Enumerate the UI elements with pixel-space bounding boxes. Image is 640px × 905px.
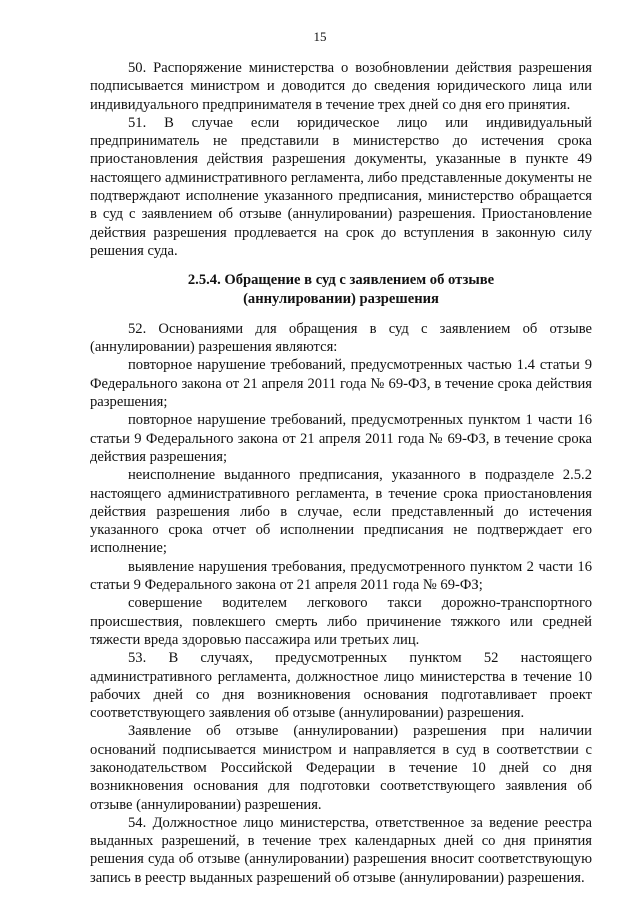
paragraph-53: 53. В случаях, предусмотренных пунктом 52 настоящего административного регламента, должностное лицо министерства в течение 10 рабочих дней со дня возникновения основания подготавливает проект соответствующего заявления об отзыве (аннулировании) разрешения.	[90, 650, 592, 722]
paragraph-54: 54. Должностное лицо министерства, ответственное за ведение реестра выданных разрешений, в течение трех календарных дней со дня принятия решения суда об отзыве (аннулировании) разрешения вносит соответствующую запись в реестр выданных разрешений об отзыве (аннулировании) разрешения.	[90, 814, 592, 886]
list-item-traffic-accident: совершение водителем легкового такси дорожно-транспортного происшествия, повлекшего смерть либо причинение тяжкого или средней тяжести вреда здоровью пассажира или третьих лиц.	[90, 595, 592, 648]
paragraph-51: 51. В случае если юридическое лицо или индивидуальный предприниматель не представили в министерство до истечения срока приостановления действия разрешения документы, указанные в пункте 49 настоящего административного регламента, либо представленные документы не подтверждают исполнение указанного предписания, министерство обращается в суд с заявлением об отзыве (аннулировании) разрешения. Приостановление действия разрешения продлевается на срок до вступления в законную силу решения суда.	[90, 114, 592, 259]
paragraph-52: 52. Основаниями для обращения в суд с заявлением об отзыве (аннулировании) разрешения являются:	[90, 320, 592, 356]
document-body	[90, 59, 592, 887]
list-item-repeat-violation-16-1: повторное нарушение требований, предусмотренных пунктом 1 части 16 статьи 9 Федерального закона от 21 апреля 2011 года № 69-ФЗ, в течение срока действия разрешения;	[90, 412, 592, 465]
section-heading-line-1: 2.5.4. Обращение в суд с заявлением об отзыве	[187, 272, 495, 289]
list-item-repeat-violation-1-4: повторное нарушение требований, предусмотренных частью 1.4 статьи 9 Федерального закона от 21 апреля 2011 года № 69-ФЗ, в течение срока действия разрешения;	[90, 357, 592, 411]
section-heading	[90, 271, 592, 308]
section-heading-line-2: (аннулировании) разрешения	[243, 290, 439, 307]
page-number: 15	[313, 29, 327, 44]
list-item-violation-16-2: выявление нарушения требования, предусмотренного пунктом 2 части 16 статьи 9 Федерального закона от 21 апреля 2011 года № 69-ФЗ;	[90, 558, 592, 594]
paragraph-53-statement: Заявление об отзыве (аннулировании) разрешения при наличии оснований подписывается министром и направляется в суд в соответствии с законодательством Российской Федерации в течение 10 дней со дня возникновения основания для подготовки соответствующего заявления об отзыве (аннулировании) разрешения.	[90, 723, 592, 813]
paragraph-50: 50. Распоряжение министерства о возобновлении действия разрешения подписывается министром и доводится до сведения юридического лица или индивидуального предпринимателя в течение трех дней со дня его принятия.	[90, 60, 592, 113]
list-item-order-not-executed: неисполнение выданного предписания, указанного в подразделе 2.5.2 настоящего административного регламента, в течение срока приостановления действия разрешения либо в случае, если представленный до истечения указанного срока отчет об исполнении предписания не подтверждает его исполнение;	[90, 467, 592, 557]
